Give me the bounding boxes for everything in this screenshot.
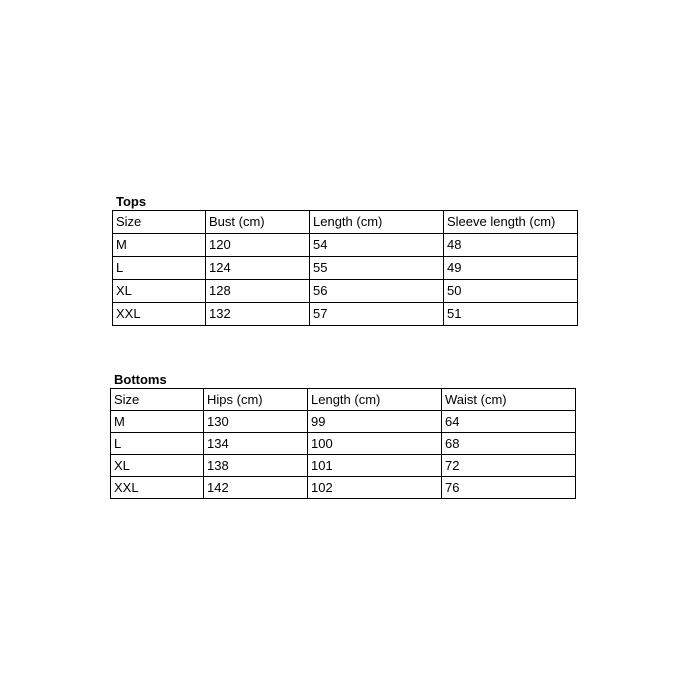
header-cell: Waist (cm) [442,389,576,411]
header-cell: Hips (cm) [204,389,308,411]
table-row [111,455,576,477]
table-cell: L [113,257,206,280]
tops-size-chart [112,195,578,326]
table-cell: 128 [206,280,310,303]
table-cell: 100 [308,433,442,455]
bottoms-title: Bottoms [114,372,167,387]
table-cell: 57 [310,303,444,326]
header-cell: Size [111,389,204,411]
table-row [111,477,576,499]
tops-table [112,210,578,326]
table-cell: 142 [204,477,308,499]
table-cell: 124 [206,257,310,280]
table-cell: 120 [206,234,310,257]
table-cell: 56 [310,280,444,303]
table-row [111,433,576,455]
table-cell: 48 [444,234,578,257]
bottoms-size-chart [110,373,576,499]
table-row [111,411,576,433]
table-cell: 132 [206,303,310,326]
header-cell: Bust (cm) [206,211,310,234]
table-cell: 138 [204,455,308,477]
header-cell: Size [113,211,206,234]
table-cell: XL [113,280,206,303]
table-cell: 72 [442,455,576,477]
header-cell: Length (cm) [308,389,442,411]
table-cell: 51 [444,303,578,326]
table-row [113,280,578,303]
table-cell: M [111,411,204,433]
table-header-row [113,211,578,234]
table-cell: 99 [308,411,442,433]
table-row [113,234,578,257]
table-row [113,257,578,280]
table-cell: XL [111,455,204,477]
table-cell: 76 [442,477,576,499]
table-cell: 49 [444,257,578,280]
table-cell: M [113,234,206,257]
table-cell: 130 [204,411,308,433]
table-row [113,303,578,326]
table-cell: 101 [308,455,442,477]
tops-title: Tops [116,194,147,209]
table-cell: 50 [444,280,578,303]
table-cell: L [111,433,204,455]
table-cell: 134 [204,433,308,455]
header-cell: Length (cm) [310,211,444,234]
table-cell: 64 [442,411,576,433]
table-cell: 54 [310,234,444,257]
table-cell: 55 [310,257,444,280]
table-cell: 68 [442,433,576,455]
header-cell: Sleeve length (cm) [444,211,578,234]
table-header-row [111,389,576,411]
table-cell: 102 [308,477,442,499]
bottoms-table [110,388,576,499]
table-cell: XXL [113,303,206,326]
table-cell: XXL [111,477,204,499]
